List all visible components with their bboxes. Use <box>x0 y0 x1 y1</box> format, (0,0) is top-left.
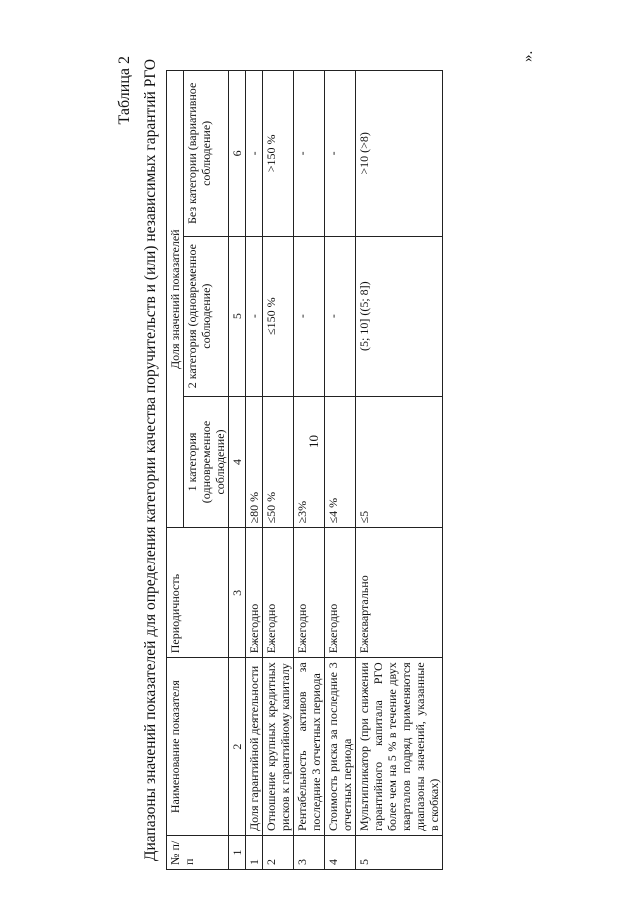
column-number-row <box>229 71 246 870</box>
row-name: Отношение крупных кредитных рисков к гарантийному капиталу <box>263 658 294 836</box>
row-cat1: ≤4 % <box>325 396 356 528</box>
page-number: 10 <box>306 435 321 448</box>
ranges-table <box>166 70 443 870</box>
row-name: Мультипликатор (при снижении гарантийного капитала РГО более чем на 5 % в течение двух кварталов подряд применяются диапазоны значений, указанные в скобках) <box>356 658 443 836</box>
row-period: Ежегодно <box>294 528 325 658</box>
row-cat2: - <box>325 236 356 396</box>
row-num: 4 <box>325 836 356 870</box>
row-nocat: - <box>325 71 356 237</box>
header-num: № п/п <box>167 836 229 870</box>
row-period: Ежеквартально <box>356 528 443 658</box>
row-name: Рентабельность активов за последние 3 отчетных периода <box>294 658 325 836</box>
row-nocat: >150 % <box>263 71 294 237</box>
row-cat1: ≥3% <box>294 396 325 528</box>
table-row <box>325 71 356 870</box>
table-row <box>356 71 443 870</box>
col-number: 5 <box>229 236 246 396</box>
row-cat2: (5; 10] ((5; 8]) <box>356 236 443 396</box>
row-cat1: ≥80 % <box>246 396 263 528</box>
table-row <box>263 71 294 870</box>
rotated-page-content <box>116 50 566 870</box>
closing-quote: ». <box>520 50 536 62</box>
row-period: Ежегодно <box>263 528 294 658</box>
row-period: Ежегодно <box>325 528 356 658</box>
row-period: Ежегодно <box>246 528 263 658</box>
header-share-group: Доля значений показателей <box>167 71 184 528</box>
row-name: Доля гарантийной деятельности <box>246 658 263 836</box>
header-name: Наименование показателя <box>167 658 229 836</box>
row-cat1: ≤5 <box>356 396 443 528</box>
row-cat2: ≤150 % <box>263 236 294 396</box>
row-cat2: - <box>246 236 263 396</box>
row-nocat: >10 (>8) <box>356 71 443 237</box>
row-name: Стоимость риска за последние 3 отчетных периода <box>325 658 356 836</box>
col-number: 4 <box>229 396 246 528</box>
table-row <box>246 71 263 870</box>
table-row <box>294 71 325 870</box>
row-num: 5 <box>356 836 443 870</box>
col-number: 2 <box>229 658 246 836</box>
col-number: 1 <box>229 836 246 870</box>
header-cat1: 1 категория (одновременное соблюдение) <box>184 396 229 528</box>
col-number: 3 <box>229 528 246 658</box>
col-number: 6 <box>229 71 246 237</box>
row-cat2: - <box>294 236 325 396</box>
row-nocat: - <box>246 71 263 237</box>
row-nocat: - <box>294 71 325 237</box>
header-period: Периодичность <box>167 528 229 658</box>
row-num: 1 <box>246 836 263 870</box>
table-label: Таблица 2 <box>116 56 133 125</box>
row-num: 3 <box>294 836 325 870</box>
header-cat2: 2 категория (одновременное соблюдение) <box>184 236 229 396</box>
header-nocat: Без категории (вариативное соблюдение) <box>184 71 229 237</box>
row-num: 2 <box>263 836 294 870</box>
row-cat1: ≤50 % <box>263 396 294 528</box>
header-row <box>167 71 184 870</box>
table-caption: Диапазоны значений показателей для определения категории качества поручительств и (или) независимых гарантий РГО <box>142 58 159 862</box>
